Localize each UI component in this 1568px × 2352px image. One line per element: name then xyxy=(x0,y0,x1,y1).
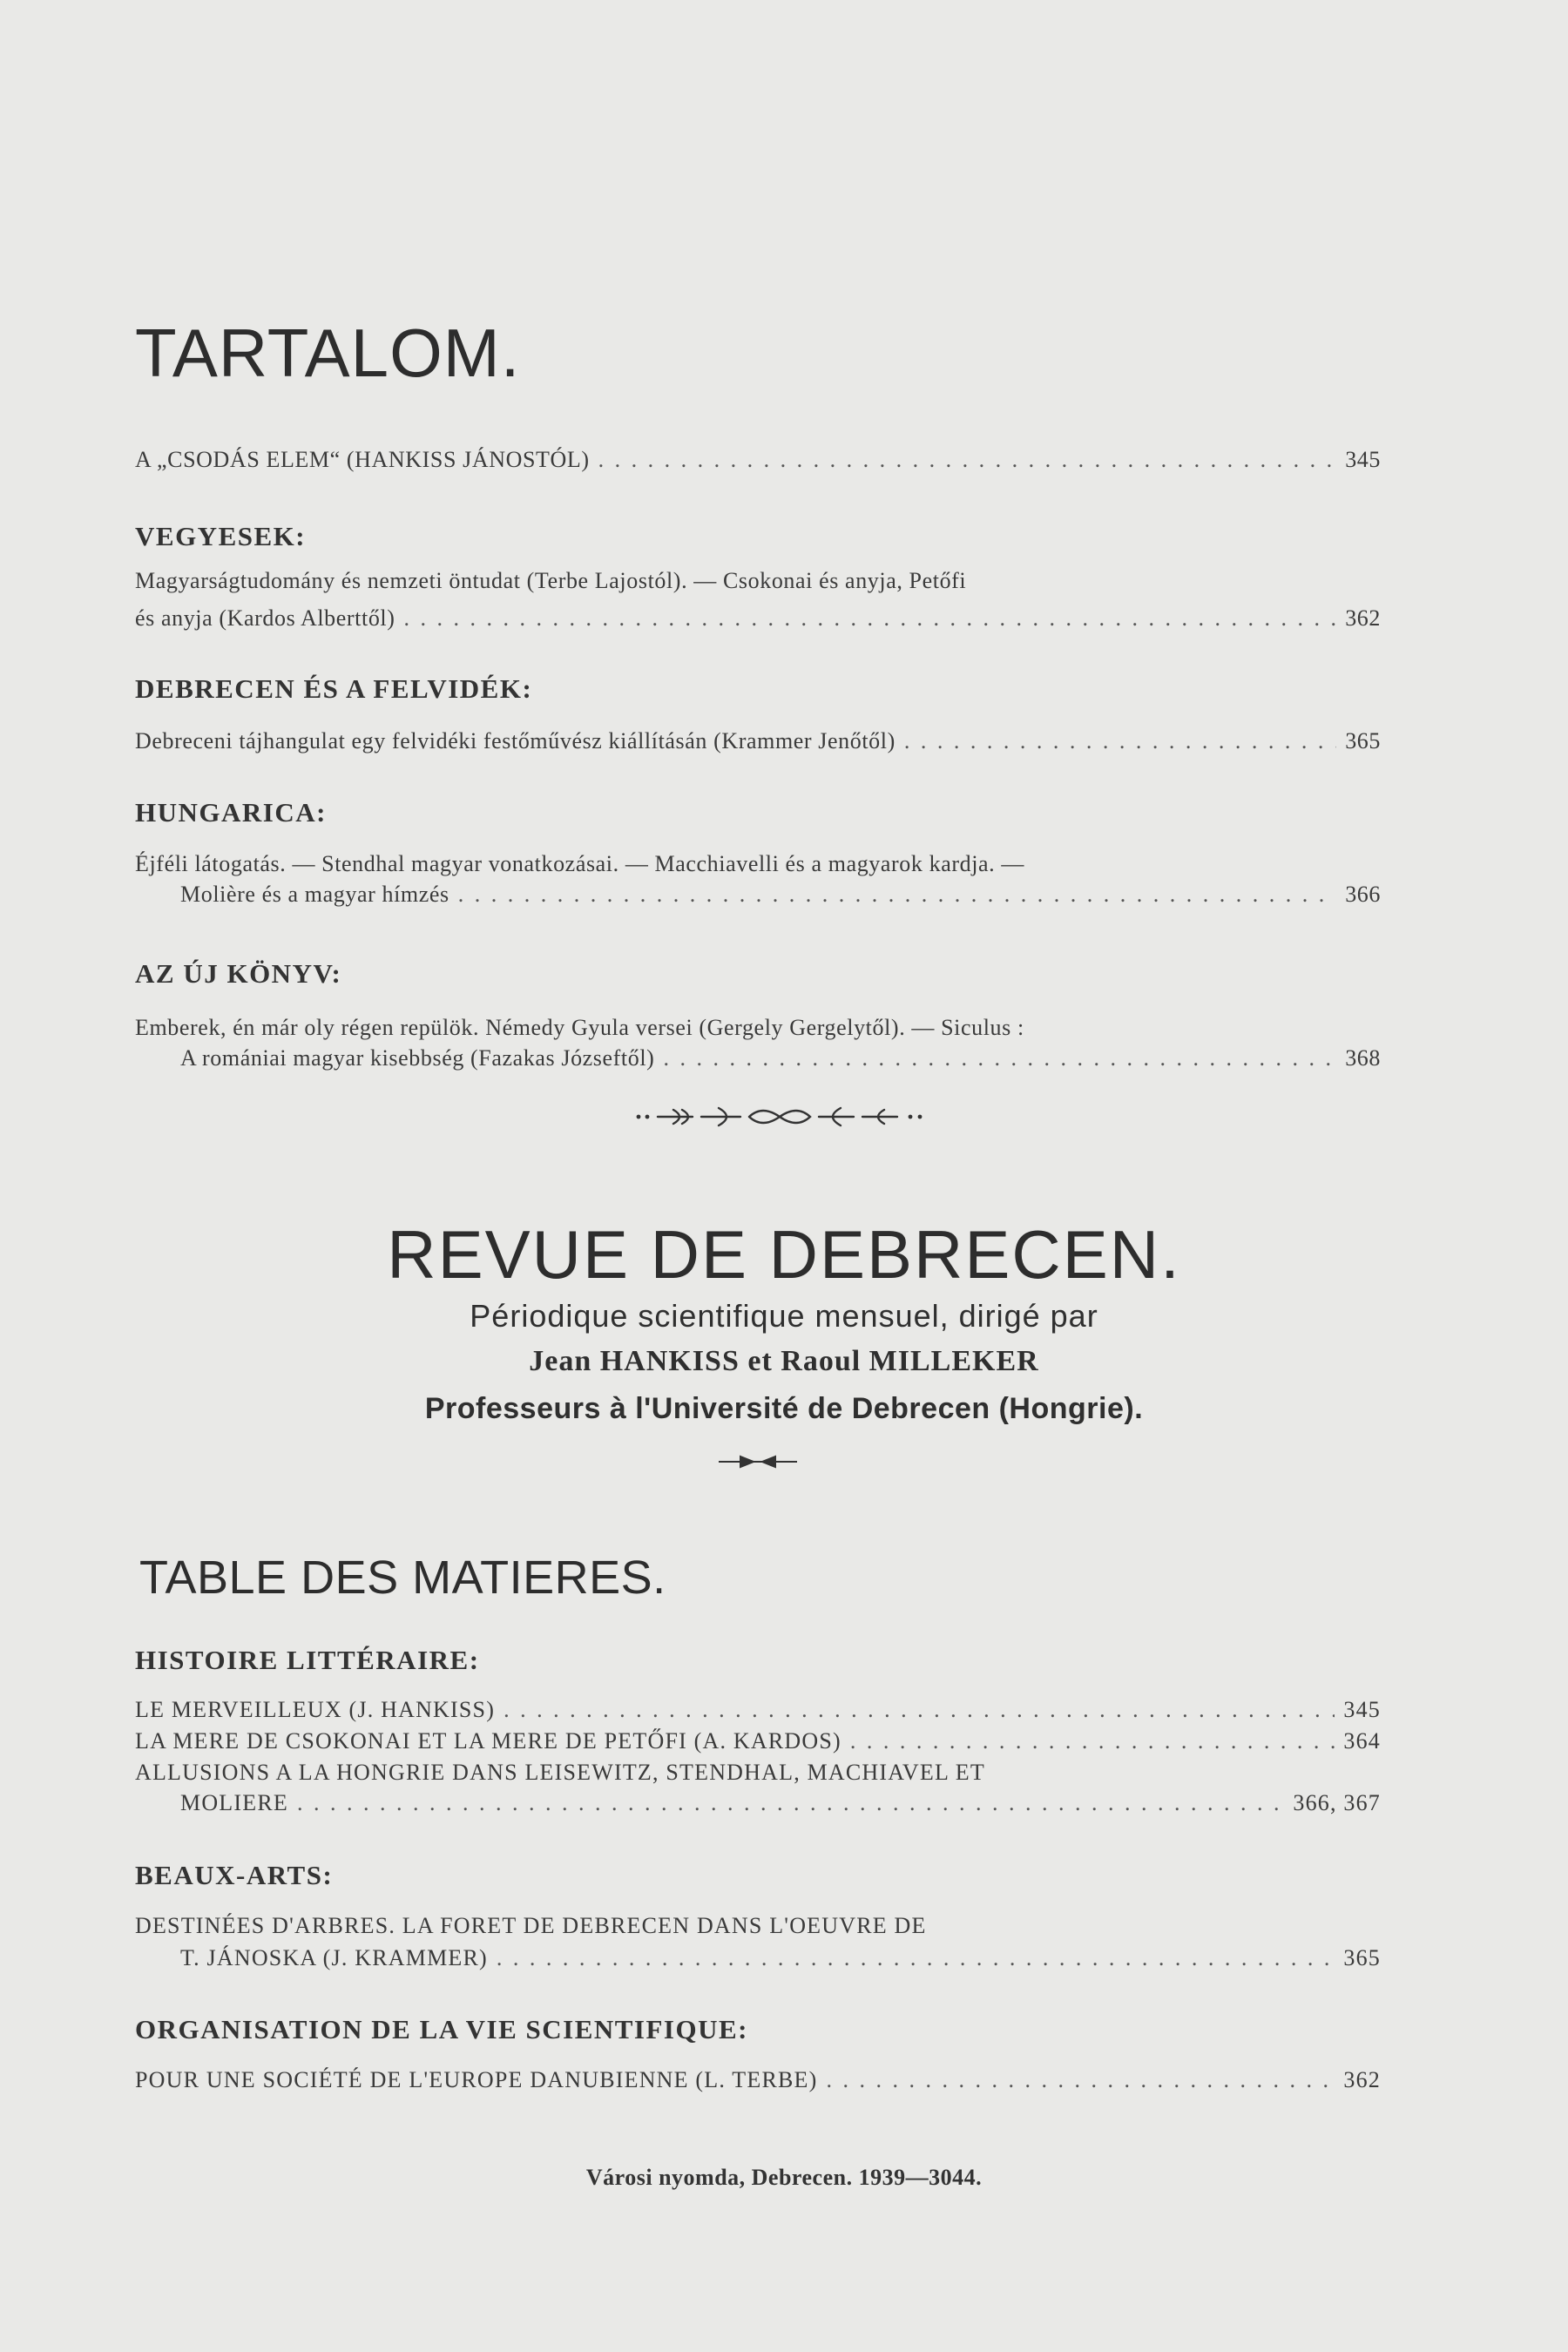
dot-leader xyxy=(904,728,1336,754)
dot-leader xyxy=(850,1728,1335,1754)
organisation-entry xyxy=(135,2067,1381,2095)
toc-entry-text: Emberek, én már oly régen repülök. Némedy Gyula versei (Gergely Gergelytől). — Siculus : xyxy=(135,1015,1024,1040)
revue-affiliation: Professeurs à l'Université de Debrecen (Hongrie). xyxy=(424,1392,1144,1425)
konyv-line2 xyxy=(135,1045,1381,1073)
toc-entry-text: Molière és a magyar hímzés xyxy=(180,882,449,907)
revue-subtitle: Périodique scientifique mensuel, dirigé par xyxy=(470,1298,1098,1334)
dot-leader xyxy=(827,2067,1335,2093)
toc-entry-text: Debreceni tájhangulat egy felvidéki festőművész kiállításán (Krammer Jenőtől) xyxy=(135,728,896,754)
toc-entry-text: POUR UNE SOCIÉTÉ DE L'EUROPE DANUBIENNE (L. TERBE) xyxy=(135,2067,818,2092)
toc-page-number: 345 xyxy=(1345,447,1381,472)
toc-page-number: 362 xyxy=(1345,605,1381,631)
histoire-entry-merveilleux xyxy=(135,1697,1381,1725)
tartalom-title: TARTALOM. xyxy=(135,314,521,391)
toc-entry-csodas-elem xyxy=(135,447,1381,475)
hungarica-line2 xyxy=(135,882,1381,909)
toc-entry-text: LE MERVEILLEUX (J. HANKISS) xyxy=(135,1697,496,1722)
revue-title: REVUE DE DEBRECEN. xyxy=(387,1216,1181,1293)
ornament-divider-icon xyxy=(632,1099,928,1134)
dot-leader xyxy=(504,1697,1335,1723)
toc-page-number: 368 xyxy=(1345,1045,1381,1071)
toc-entry-text: Éjféli látogatás. — Stendhal magyar vonatkozásai. — Macchiavelli és a magyarok kardja. — xyxy=(135,851,1024,876)
revue-editors: Jean HANKISS et Raoul MILLEKER xyxy=(529,1345,1039,1377)
small-ornament-icon xyxy=(714,1453,801,1470)
konyv-line1 xyxy=(135,1015,1381,1043)
toc-page-number: 365 xyxy=(1343,1945,1381,1970)
dot-leader xyxy=(297,1790,1284,1816)
beaux-entry-line1 xyxy=(135,1913,1381,1941)
histoire-heading: HISTOIRE LITTÉRAIRE: xyxy=(135,1645,480,1675)
toc-entry-text: és anyja (Kardos Alberttől) xyxy=(135,605,395,631)
histoire-entry-mere xyxy=(135,1728,1381,1756)
organisation-heading: ORGANISATION DE LA VIE SCIENTIFIQUE: xyxy=(135,2014,749,2044)
dot-leader xyxy=(404,605,1337,632)
vegyesek-line1 xyxy=(135,568,1381,596)
toc-page-number: 345 xyxy=(1343,1697,1381,1722)
histoire-entry-allusions-line2 xyxy=(135,1790,1381,1818)
dot-leader xyxy=(598,447,1337,473)
toc-page-number: 362 xyxy=(1343,2067,1381,2092)
toc-entry-text: ALLUSIONS A LA HONGRIE DANS LEISEWITZ, STENDHAL, MACHIAVEL ET xyxy=(135,1760,985,1785)
toc-page-number: 364 xyxy=(1343,1728,1381,1754)
konyv-heading: AZ ÚJ KÖNYV: xyxy=(135,958,342,989)
toc-page-number: 366, 367 xyxy=(1293,1790,1381,1815)
toc-page-number: 365 xyxy=(1345,728,1381,754)
hungarica-heading: HUNGARICA: xyxy=(135,797,327,828)
debrecen-line1 xyxy=(135,728,1381,756)
printer-footer: Városi nyomda, Debrecen. 1939—3044. xyxy=(585,2165,983,2190)
toc-entry-text: LA MERE DE CSOKONAI ET LA MERE DE PETŐFI (A. KARDOS) xyxy=(135,1728,841,1754)
beaux-entry-line2 xyxy=(135,1945,1381,1973)
vegyesek-heading: VEGYESEK: xyxy=(135,521,307,551)
table-title: TABLE DES MATIERES. xyxy=(139,1551,666,1604)
histoire-entry-allusions-line1 xyxy=(135,1760,1381,1788)
toc-entry-text: T. JÁNOSKA (J. KRAMMER) xyxy=(180,1945,488,1970)
dot-leader xyxy=(458,882,1336,908)
hungarica-line1 xyxy=(135,851,1381,879)
toc-page-number: 366 xyxy=(1345,882,1381,907)
dot-leader xyxy=(663,1045,1336,1071)
vegyesek-line2 xyxy=(135,605,1381,633)
toc-entry-text: DESTINÉES D'ARBRES. LA FORET DE DEBRECEN DANS L'OEUVRE DE xyxy=(135,1913,927,1938)
toc-entry-text: MOLIERE xyxy=(180,1790,288,1815)
toc-entry-text: A „CSODÁS ELEM“ (HANKISS JÁNOSTÓL) xyxy=(135,447,590,472)
dot-leader xyxy=(497,1945,1335,1971)
beaux-arts-heading: BEAUX-ARTS: xyxy=(135,1860,334,1890)
debrecen-heading: DEBRECEN ÉS A FELVIDÉK: xyxy=(135,673,533,704)
toc-entry-text: A romániai magyar kisebbség (Fazakas Józseftől) xyxy=(180,1045,655,1071)
toc-entry-text: Magyarságtudomány és nemzeti öntudat (Terbe Lajostól). — Csokonai és anyja, Petőfi xyxy=(135,568,967,593)
